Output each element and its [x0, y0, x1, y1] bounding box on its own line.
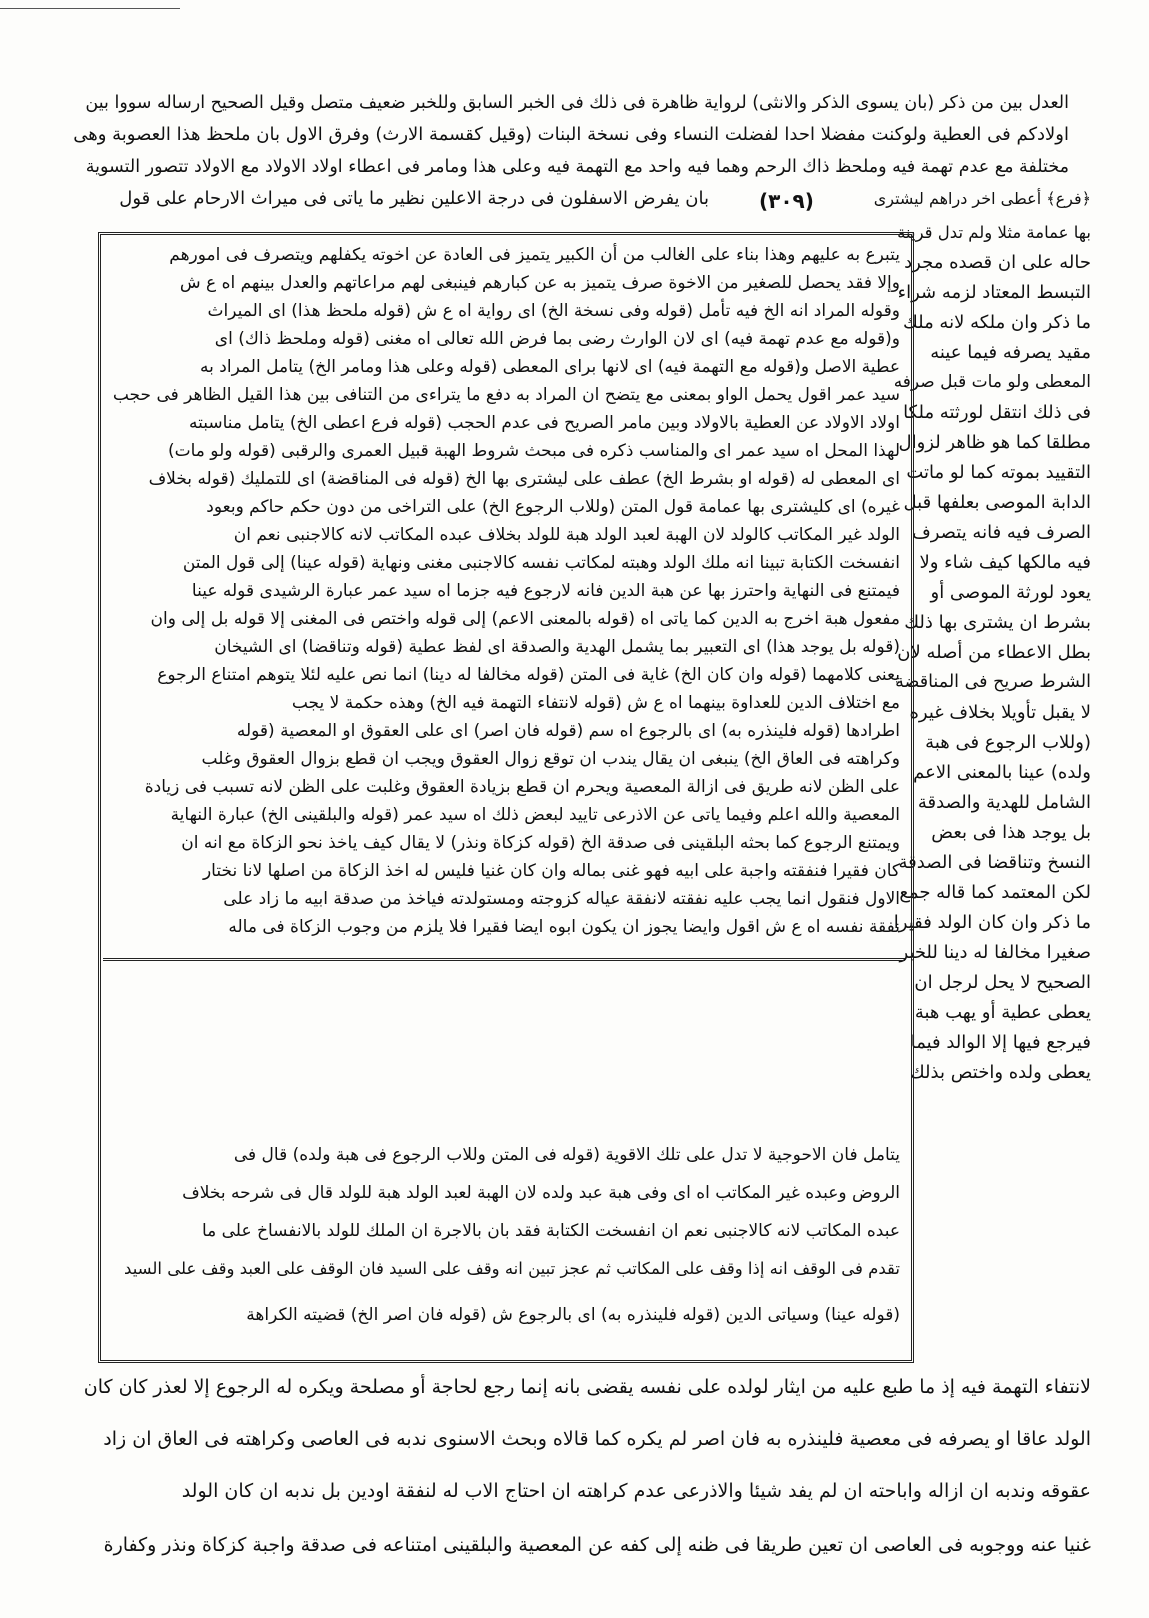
text-line: ﴿فرع﴾ أعطى اخر دراهم ليشترى	[873, 189, 1091, 208]
side-line: المعطى ولو مات قبل صرفه	[893, 372, 1091, 392]
commentary-line: وإلا فقد يحصل للصغير من الاخوة صرف يتميز به عن كبارهم فينبغى لهم مراعاتهم والعدل بينهم اه ع ش	[179, 273, 900, 293]
commentary-line: وقوله المراد انه الخ فيه تأمل (قوله وفى نسخة الخ) اى رواية اه ع ش (قوله ملحظ هذا) اى الميراث	[207, 301, 900, 321]
commentary-line: اى المعطى له (قوله او بشرط الخ) عطف على ليشترى بها الخ (قوله فى المناقضة) اى للتمليك (قوله بخلاف	[148, 469, 900, 489]
commentary-line: (قوله بل يوجد هذا) اى التعبير بما يشمل الهدية والصدقة اى لفظ عطية (قوله وتناقضا) اى الشيخان	[214, 637, 900, 657]
commentary-line: الاول فنقول انما يجب عليه نفقته لانفقة عياله كزوجته ومستولدته فياخذ من صدقة ابيه ما زاد على	[223, 889, 900, 909]
side-line: مقيد يصرفه فيما عينه	[930, 342, 1091, 363]
text-line: اولادكم فى العطية ولوكنت مفضلا احدا لفضلت النساء وفى نسخة البنات (وقيل كقسمة الارث) وفرق الاول بان ملحظ هذا العصوبة وهى	[73, 124, 1069, 145]
commentary-line: يتامل فان الاحوجية لا تدل على تلك الاقوية (قوله فى المتن وللاب الرجوع فى هبة ولده) قال فى	[233, 1145, 900, 1165]
commentary-line: (قوله عينا) وسياتى الدين (قوله فلينذره به) اى بالرجوع ش (قوله فان اصر الخ) قضيته الكراهة	[246, 1305, 900, 1325]
text-line: بان يفرض الاسفلون فى درجة الاعلين نظير ما ياتى فى ميراث الارحام على قول	[119, 188, 709, 209]
side-line: يعطى عطية أو يهب هبة	[914, 1002, 1091, 1023]
text-line: عقوقه وندبه ان ازاله واباحته ان لم يفد شيئا والاذرعى عدم كراهته ان احتاج الاب له لنفقة اودين بل ندبه ان كان الولد	[181, 1480, 1091, 1502]
commentary-line: و(قوله مع عدم تهمة فيه) اى لان الوارث رضى بما فرض الله تعالى اه مغنى (قوله وملحظ ذاك) اى	[214, 329, 900, 349]
side-line: الدابة الموصى بعلفها قبل	[903, 492, 1091, 513]
side-line: فيرجع فيها إلا الوالد فيما	[910, 1032, 1091, 1053]
commentary-line: يتبرع به عليهم وهذا بناء على الغالب من أن الكبير يتميز فى العادة عن اخوته يكفلهم ويتصرف فى امورهم	[169, 245, 900, 265]
side-line: ما ذكر وان ملكه لانه ملك	[902, 312, 1091, 333]
commentary-line: اولاد الاولاد عن العطية بالاولاد وبين مامر الصريح فى عدم الحجب (قوله فرع اعطى الخ) يتامل مناسبته	[189, 413, 900, 433]
side-line: النسخ وتناقضا فى الصدقة	[898, 852, 1091, 873]
side-line: لا يقبل تأويلا بخلاف غيره	[909, 702, 1091, 723]
side-line: حاله على ان قصده مجرد	[904, 252, 1091, 273]
commentary-line: الروض وعبده غير المكاتب اه اى وفى هبة عبد ولده لان الهبة لعبد الولد هبة للولد قال فى شرحه بخلاف	[182, 1183, 900, 1203]
commentary-line: انفسخت الكتابة تبينا انه ملك الولد وهبته لمكاتب نفسه كالاجنبى مغنى ونهاية (قوله عينا) إلى قول المتن	[182, 553, 900, 573]
commentary-line: على الظن لانه طريق فى ازالة المعصية ويحرم ان قطع بزيادة العقوق وغلبت على الظن لانه تسبب فى زيادة	[144, 777, 900, 797]
side-line: ولده) عينا بالمعنى الاعم	[913, 762, 1091, 783]
side-line: الشرط صريح فى المناقضة	[895, 672, 1091, 692]
side-line: فيه مالكها كيف شاء ولا	[919, 552, 1091, 573]
side-line: مطلقا كما هو ظاهر لزوال	[898, 432, 1091, 453]
text-line: مختلفة مع عدم تهمة فيه وملحظ ذاك الرحم وهما فيه واحد مع التهمة فيه وعلى هذا ومامر فى اعطاء اولاد الاولاد مع الاولاد تتصور التسوية	[85, 157, 1069, 177]
side-line: (وللاب الرجوع فى هبة	[925, 732, 1091, 753]
commentary-line: كان فقيرا فنفقته واجبة على ابيه فهو غنى بماله وان كان غنيا فليس له اخذ الزكاة من اصلها لانا نختار	[202, 861, 900, 881]
commentary-line: وكراهته فى العاق الخ) ينبغى ان يقال يندب ان توقع زوال العقوق ويجب ان قطع بزوال العقوق وغلب	[201, 749, 900, 769]
side-line: بها عمامة مثلا ولم تدل قرينة	[897, 223, 1091, 242]
text-line: العدل بين من ذكر (بان يسوى الذكر والانثى) لرواية ظاهرة فى ذلك فى الخبر السابق وللخبر ضعيف متصل وقيل الصحيح ارساله سووا بين	[85, 93, 1069, 113]
commentary-line: سيد عمر اقول يحمل الواو بمعنى مع يتضح ان المراد به دفع ما يتراءى من التنافى بين هذا القيل الظاهر فى حجب	[112, 385, 900, 405]
side-line: التبسط المعتاد لزمه شراء	[897, 282, 1091, 303]
side-line: الشامل للهدية والصدقة	[917, 792, 1091, 813]
top-rule	[0, 8, 180, 9]
commentary-line: غيره) اى كليشترى بها عمامة قول المتن (وللاب الرجوع الخ) على التراخى من دون حكم حاكم وبعود	[206, 497, 900, 517]
text-line: لانتفاء التهمة فيه إذ ما طبع عليه من ايثار لولده على نفسه يقضى بانه إنما رجع لحاجة أو مصلحة ويكره له الرجوع إلا لعذر كان كان	[83, 1376, 1091, 1398]
text-line: غنيا عنه ووجوبه فى العاصى ان تعين طريقا فى ظنه إلى كفه عن المعصية والبلقينى امتناعه فى صدقة واجبة كزكاة ونذر وكفارة	[103, 1534, 1091, 1556]
side-line: الصرف فيه فانه يتصرف	[912, 522, 1091, 543]
commentary-line: نفقة نفسه اه ع ش اقول وايضا يجوز ان يكون ابوه ايضا فقيرا فلا يلزم من وجوب الزكاة فى ماله	[228, 917, 900, 937]
side-line: ما ذكر وان كان الولد فقيرا	[893, 912, 1091, 933]
commentary-line: مفعول هبة اخرج به الدين كما ياتى اه (قوله بالمعنى الاعم) إلى قوله واختص فى المغنى إلا قوله بل إلى وان	[150, 609, 900, 629]
side-line: يعود لورثة الموصى أو	[930, 582, 1091, 603]
commentary-divider	[103, 958, 905, 961]
side-line: صغيرا مخالفا له دينا للخبر	[899, 942, 1091, 963]
side-line: فى ذلك انتقل لورثته ملكا	[903, 402, 1091, 423]
commentary-line: عطية الاصل و(قوله مع التهمة فيه) اى لانها براى المعطى (قوله وعلى هذا ومامر الخ) يتامل المراد به	[200, 357, 900, 377]
commentary-line: لهذا المحل اه سيد عمر اى والمناسب ذكره فى مبحث شروط الهبة قبيل العمرى والرقبى (قوله ولو مات)	[167, 441, 900, 461]
commentary-line: اطرادها (قوله فلينذره به) اى بالرجوع اه سم (قوله فان اصر) اى على العقوق او المعصية (قوله	[236, 721, 900, 741]
commentary-line: المعصية والله اعلم وفيما ياتى عن الاذرعى تاييد لبعض ذلك اه سيد عمر (قوله والبلقينى الخ) عبارة النهاية	[170, 805, 900, 825]
commentary-line: عبده المكاتب لانه كالاجنبى نعم ان انفسخت الكتابة فقد بان بالاجرة ان الملك للولد بالانفساخ على ما	[201, 1221, 900, 1241]
commentary-line: ويمتنع الرجوع كما بحثه البلقينى فى صدقة الخ (قوله كزكاة ونذر) لا يقال كيف ياخذ نحو الزكاة مع انه ان	[181, 833, 900, 853]
commentary-line: الولد غير المكاتب كالولد لان الهبة لعبد الولد هبة للولد بخلاف عبده المكاتب لانه كالاجنبى نعم ان	[233, 525, 900, 545]
commentary-line: يعنى كلامهما (قوله وان كان الخ) غاية فى المتن (قوله مخالفا له دينا) انما نص عليه لئلا يتوهم امتناع الرجوع	[157, 665, 900, 685]
side-line: لكن المعتمد كما قاله جمع	[899, 882, 1091, 903]
side-line: بطل الاعطاء من أصله لان	[897, 642, 1091, 663]
side-line: بل يوجد هذا فى بعض	[931, 822, 1091, 843]
commentary-line: مع اختلاف الدين للعداوة بينهما اه ع ش (قوله لانتفاء التهمة فيه الخ) وهذه حكمة لا يجب	[291, 693, 900, 713]
side-line: يعطى ولده واختص بذلك	[909, 1062, 1091, 1083]
text-line: الولد عاقا او يصرفه فى معصية فلينذره به فان اصر لم يكره كما قالاه وبحث الاسنوى ندبه فى العاصى وكراهته فى العاق ان زاد	[103, 1428, 1091, 1450]
side-line: التقييد بموته كما لو ماتت	[906, 462, 1091, 483]
chapter-number: (٣٠٩)	[759, 189, 814, 213]
commentary-line: تقدم فى الوقف انه إذا وقف على المكاتب ثم عجز تبين انه وقف على السيد فان الوقف على العبد وقف على السيد	[124, 1259, 900, 1278]
side-line: الصحيح لا يحل لرجل ان	[914, 972, 1091, 993]
side-line: بشرط ان يشترى بها ذلك	[904, 612, 1091, 633]
commentary-line: فيمتنع فى النهاية واحترز بها عن هبة الدين فانه لارجوع فيه جزما اه سيد عمر عبارة الرشيدى قوله عينا	[191, 581, 900, 601]
